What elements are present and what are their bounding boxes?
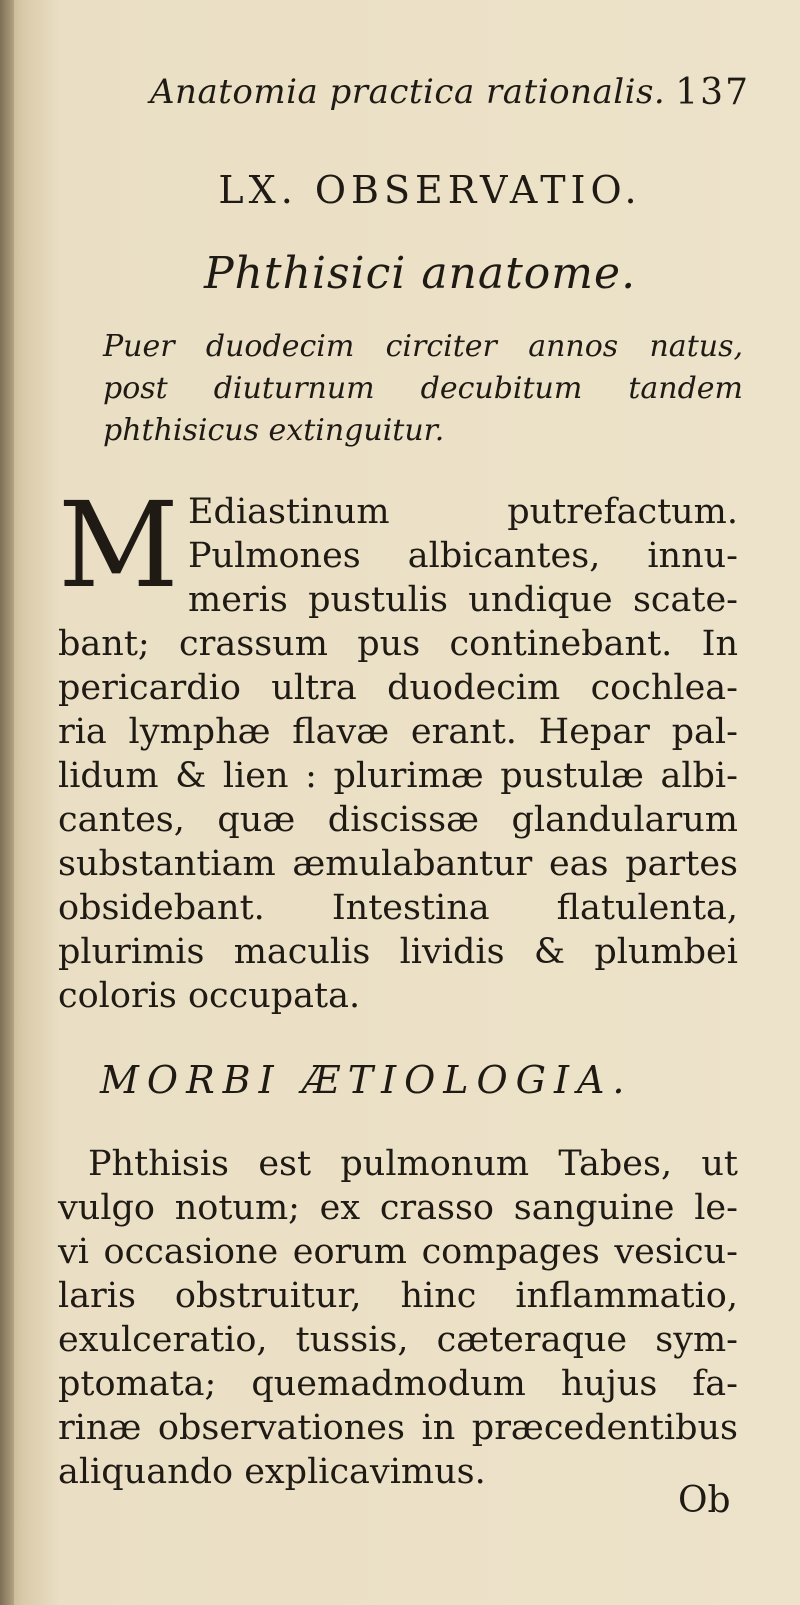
word: bant; (58, 624, 150, 664)
word: decubitum (420, 371, 583, 406)
word: coloris occupata. (58, 976, 361, 1016)
word: pustulæ (500, 756, 644, 796)
word: quemadmodum (251, 1364, 526, 1404)
text-line (58, 1230, 738, 1274)
catchword: Ob (678, 1480, 731, 1521)
text-line (103, 410, 743, 452)
word: continebant. (449, 624, 673, 664)
word: phthisicus extinguitur. (103, 413, 445, 448)
word: in (421, 1408, 456, 1448)
word: notum; (174, 1188, 300, 1228)
word: cochlea- (590, 668, 738, 708)
word: eorum (292, 1232, 407, 1272)
word: Puer (103, 329, 175, 364)
word: discissæ (327, 800, 479, 840)
word: erant. (410, 712, 517, 752)
anatomy-paragraph (58, 476, 738, 1018)
word: tussis, (295, 1320, 409, 1360)
word: diuturnum (213, 371, 375, 406)
word: flavæ (292, 712, 390, 752)
word: pus (357, 624, 421, 664)
word: æmulabantur (292, 844, 533, 884)
word: scate- (632, 580, 738, 620)
word: hinc (400, 1276, 477, 1316)
word: albicantes, (407, 536, 601, 576)
word: crasso (379, 1188, 495, 1228)
word: aliquando explicavimus. (58, 1452, 486, 1492)
word: præcedentibus (471, 1408, 738, 1448)
word: natus, (649, 329, 743, 364)
text-line (58, 666, 738, 710)
text-line (58, 622, 738, 666)
word: plumbei (594, 932, 738, 972)
word: In (701, 624, 738, 664)
word: albi- (660, 756, 738, 796)
word: maculis (233, 932, 371, 972)
text-line (58, 1186, 738, 1230)
binding-gutter (0, 0, 14, 1605)
text-line (58, 798, 738, 842)
word: quæ (217, 800, 296, 840)
word: obsidebant. (58, 888, 265, 928)
word: Intestina (331, 888, 490, 928)
section-heading: MORBI ÆTIOLOGIA. (100, 1058, 633, 1102)
word: Phthisis (88, 1144, 230, 1184)
word: vesicu- (614, 1232, 738, 1272)
drop-cap: M (58, 476, 179, 614)
word: Ediastinum (188, 492, 390, 532)
word: meris (188, 580, 288, 620)
word: compages (421, 1232, 600, 1272)
text-line (103, 326, 743, 368)
word: ptomata; (58, 1364, 217, 1404)
text-line (58, 1362, 738, 1406)
observation-heading: LX. OBSERVATIO. (218, 168, 642, 212)
word: ria (58, 712, 107, 752)
word: est (258, 1144, 312, 1184)
word: undique (468, 580, 613, 620)
word: sanguine (513, 1188, 675, 1228)
word: duodecim (387, 668, 561, 708)
word: duodecim (205, 329, 355, 364)
text-line (58, 1318, 738, 1362)
aetiology-paragraph (58, 1142, 738, 1494)
text-line (58, 754, 738, 798)
page-number: 137 (675, 72, 750, 113)
word: le- (694, 1188, 738, 1228)
word: glandularum (511, 800, 738, 840)
word: pericardio (58, 668, 241, 708)
word: putrefactum. (507, 492, 738, 532)
word: pal- (671, 712, 738, 752)
word: sym- (655, 1320, 738, 1360)
text-line (58, 1274, 738, 1318)
word: observationes (157, 1408, 405, 1448)
text-line (58, 710, 738, 754)
running-title: Anatomia practica rationalis. (150, 72, 666, 112)
word: vi (58, 1232, 89, 1272)
word: lymphæ (128, 712, 271, 752)
word: hujus (560, 1364, 658, 1404)
word: innu- (647, 536, 738, 576)
word: partes (625, 844, 738, 884)
text-line (58, 842, 738, 886)
word: annos (528, 329, 619, 364)
word: pustulis (308, 580, 448, 620)
word: post (103, 371, 168, 406)
word: obstruitur, (174, 1276, 362, 1316)
word: vulgo (58, 1188, 155, 1228)
word: exulceratio, (58, 1320, 268, 1360)
observation-subtitle: Phthisici anatome. (203, 248, 637, 299)
word: ut (701, 1144, 738, 1184)
word: cæteraque (436, 1320, 628, 1360)
text-line (58, 1142, 738, 1186)
word: plurimis (58, 932, 205, 972)
word: rinæ (58, 1408, 142, 1448)
case-summary (103, 326, 743, 452)
text-line (58, 930, 738, 974)
word: crassum (179, 624, 328, 664)
word: lien (222, 756, 289, 796)
word: ultra (271, 668, 357, 708)
word: plurimæ (333, 756, 484, 796)
text-line (58, 1406, 738, 1450)
word: pulmonum (340, 1144, 530, 1184)
word: : (305, 756, 317, 796)
text-line (58, 1450, 738, 1494)
text-line (103, 368, 743, 410)
word: fa- (692, 1364, 738, 1404)
word: Hepar (538, 712, 650, 752)
text-line (58, 886, 738, 930)
word: circiter (385, 329, 497, 364)
word: cantes, (58, 800, 185, 840)
word: occasione (103, 1232, 279, 1272)
word: flatulenta, (556, 888, 738, 928)
word: Tabes, (558, 1144, 673, 1184)
word: tandem (628, 371, 743, 406)
word: Pulmones (188, 536, 361, 576)
page-header (150, 72, 750, 122)
word: lidum (58, 756, 159, 796)
word: substantiam (58, 844, 276, 884)
word: laris (58, 1276, 136, 1316)
text-line (58, 974, 738, 1018)
word: eas (548, 844, 609, 884)
word: & (533, 932, 565, 972)
word: lividis (399, 932, 505, 972)
word: ex (319, 1188, 361, 1228)
word: & (175, 756, 207, 796)
word: inflammatio, (515, 1276, 738, 1316)
